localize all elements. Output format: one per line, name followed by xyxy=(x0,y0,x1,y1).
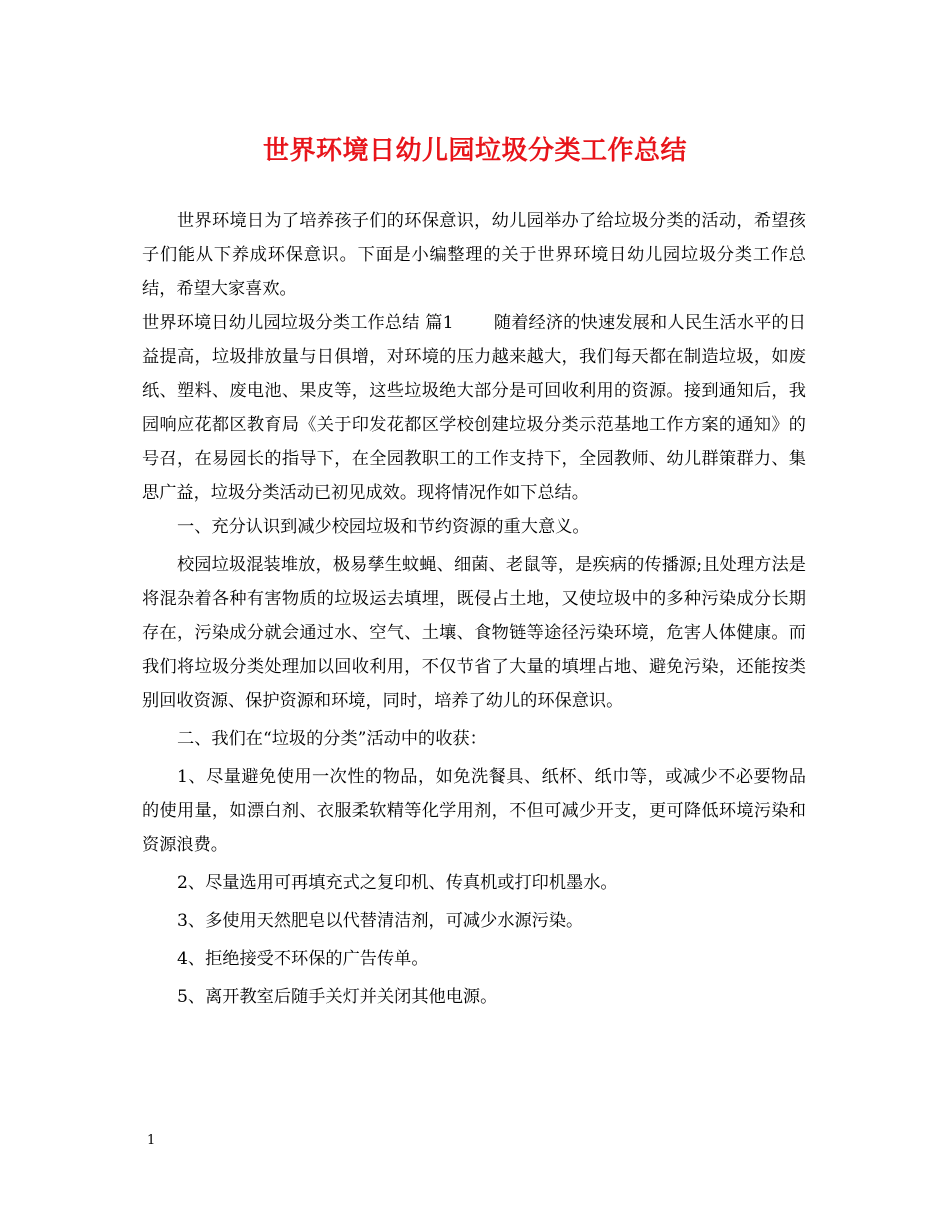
section-1-paragraph: 世界环境日幼儿园垃圾分类工作总结 篇1 随着经济的快速发展和人民生活水平的日益提高，垃圾排放量与日俱增，对环境的压力越来越大，我们每天都在制造垃圾，如废纸、塑料、废电池、果皮等，这些垃圾绝大部分是可回收利用的资源。接到通知后，我园响应花都区教育局《关于印发花都区学校创建垃圾分类示范基地工作方案的通知》的号召，在易园长的指导下，在全园教职工的工作支持下，全园教师、幼儿群策群力、集思广益，垃圾分类活动已初见成效。现将情况作如下总结。 xyxy=(142,313,806,503)
document-title: 世界环境日幼儿园垃圾分类工作总结 xyxy=(262,136,687,166)
heading-one: 一、充分认识到减少校园垃圾和节约资源的重大意义。 xyxy=(177,517,590,537)
list-item-2: 2、尽量选用可再填充式之复印机、传真机或打印机墨水。 xyxy=(177,873,618,893)
intro-paragraph: 世界环境日为了培养孩子们的环保意识，幼儿园举办了给垃圾分类的活动，希望孩子们能从下养成环保意识。下面是小编整理的关于世界环境日幼儿园垃圾分类工作总结，希望大家喜欢。 xyxy=(142,211,806,299)
page-number: 1 xyxy=(147,1133,156,1148)
list-item-3: 3、多使用天然肥皂以代替清洁剂，可减少水源污染。 xyxy=(177,911,584,931)
heading-two: 二、我们在“垃圾的分类”活动中的收获： xyxy=(177,729,487,749)
list-item-1: 1、尽量避免使用一次性的物品，如免洗餐具、纸杯、纸巾等，或减少不必要物品的使用量，如漂白剂、衣服柔软精等化学用剂，不但可减少开支，更可降低环境污染和资源浪费。 xyxy=(142,767,806,855)
list-item-5: 5、离开教室后随手关灯并关闭其他电源。 xyxy=(177,987,498,1007)
paragraph-campus-waste: 校园垃圾混装堆放，极易孳生蚊蝇、细菌、老鼠等，是疾病的传播源;且处理方法是将混杂着各种有害物质的垃圾运去填埋，既侵占土地，又使垃圾中的多种污染成分长期存在，污染成分就会通过水、空气、土壤、食物链等途径污染环境，危害人体健康。而我们将垃圾分类处理加以回收利用，不仅节省了大量的填埋占地、避免污染，还能按类别回收资源、保护资源和环境，同时，培养了幼儿的环保意识。 xyxy=(142,555,806,711)
list-item-4: 4、拒绝接受不环保的广告传单。 xyxy=(177,949,429,969)
document-body xyxy=(142,204,806,1014)
